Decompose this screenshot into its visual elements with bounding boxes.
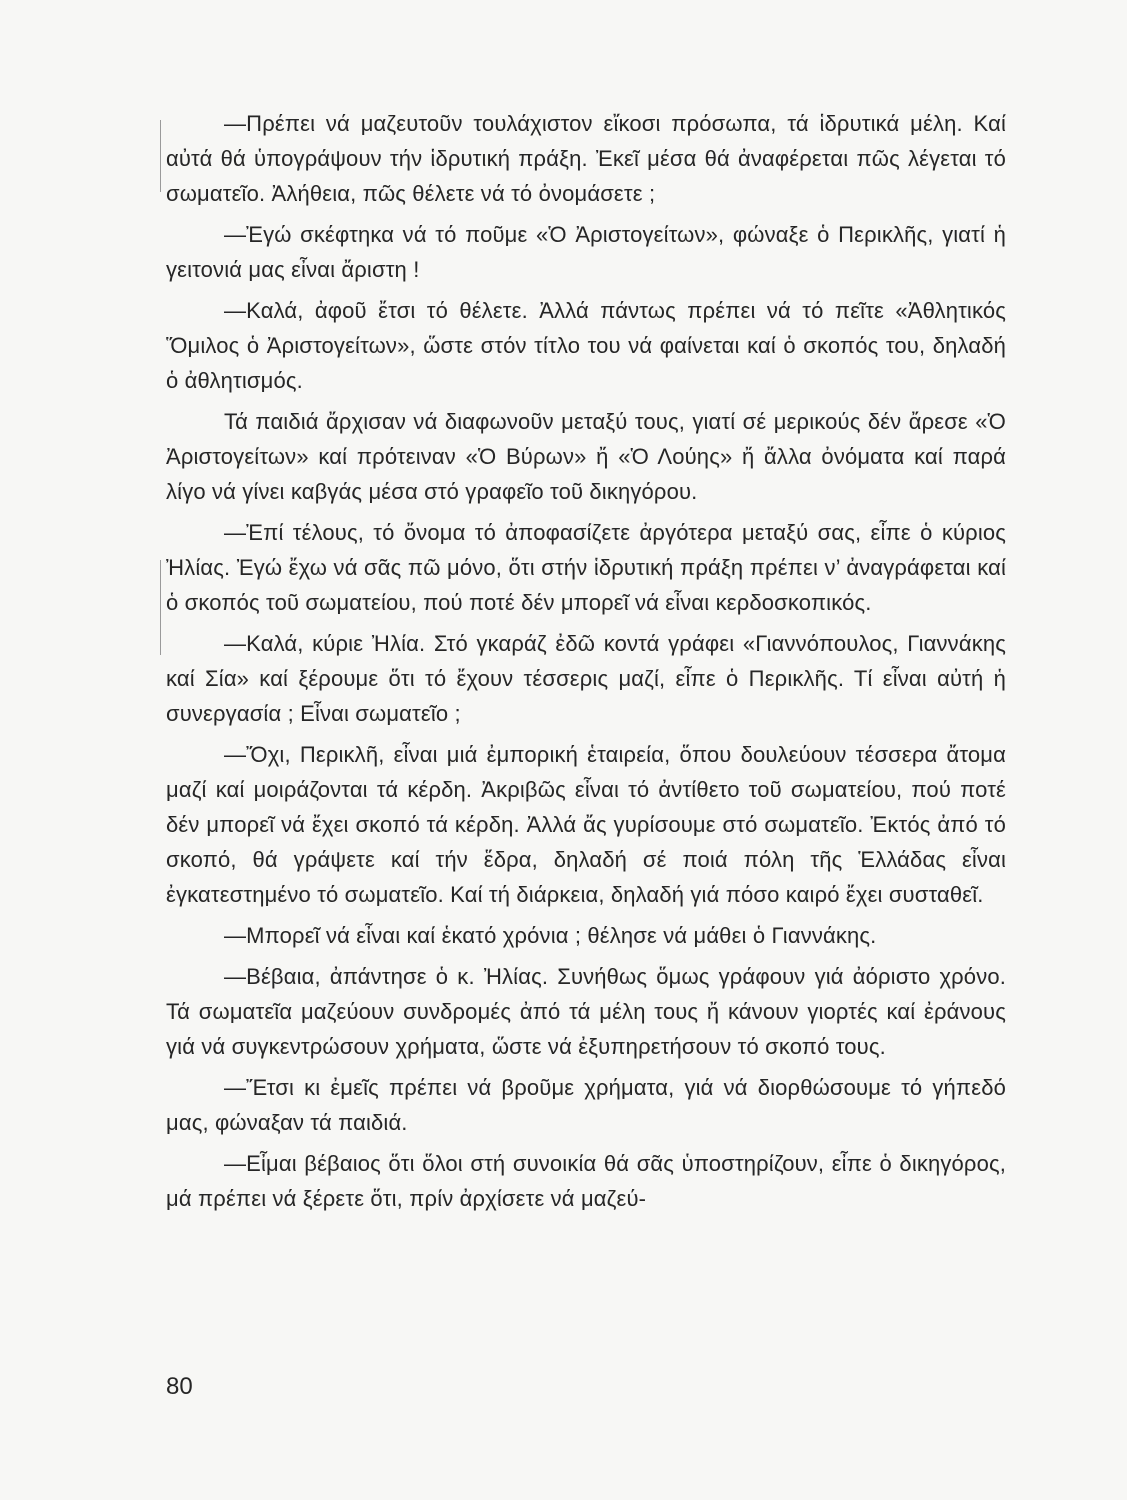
paragraph-9: —Βέβαια, ἀπάντησε ὁ κ. Ἠλίας. Συνήθως ὅμως γράφουν γιά ἀόριστο χρόνο. Τά σωματεῖα μαζεύουν συνδρομές ἀπό τά μέλη τους ἤ κάνουν γιορτές καί ἐράνους γιά νά συγκεντρώσουν χρήματα, ὥστε νά ἐξυπηρετήσουν τό σκοπό τους.: [166, 964, 1006, 1059]
margin-mark-top: [160, 120, 161, 192]
paragraph-5: —Ἐπί τέλους, τό ὄνομα τό ἀποφασίζετε ἀργότερα μεταξύ σας, εἶπε ὁ κύριος Ἠλίας. Ἐγώ ἔχω νά σᾶς πῶ μόνο, ὅτι στήν ἱδρυτική πράξη πρέπει ν’ ἀναγράφεται καί ὁ σκοπός τοῦ σωματείου, πού ποτέ δέν μπορεῖ νά εἶναι κερδοσκοπικός.: [166, 520, 1006, 615]
margin-mark-middle: [160, 560, 161, 655]
paragraph-6: —Καλά, κύριε Ἠλία. Στό γκαράζ ἐδῶ κοντά γράφει «Γιαννόπουλος, Γιαννάκης καί Σία» καί ξέρουμε ὅτι τό ἔχουν τέσσερις μαζί, εἶπε ὁ Περικλῆς. Τί εἶναι αὐτή ἡ συνεργασία ; Εἶναι σωματεῖο ;: [166, 631, 1006, 726]
paragraph-1: —Πρέπει νά μαζευτοῦν τουλάχιστον εἴκοσι πρόσωπα, τά ἱδρυτικά μέλη. Καί αὐτά θά ὑπογράψουν τήν ἱδρυτική πράξη. Ἐκεῖ μέσα θά ἀναφέρεται πῶς λέγεται τό σωματεῖο. Ἀλήθεια, πῶς θέλετε νά τό ὀνομάσετε ;: [166, 111, 1006, 206]
paragraph-2: —Ἐγώ σκέφτηκα νά τό ποῦμε «Ὁ Ἀριστογείτων», φώναξε ὁ Περικλῆς, γιατί ἡ γειτονιά μας εἶναι ἄριστη !: [166, 222, 1006, 282]
paragraph-3: —Καλά, ἀφοῦ ἔτσι τό θέλετε. Ἀλλά πάντως πρέπει νά τό πεῖτε «Ἀθλητικός Ὅμιλος ὁ Ἀριστογείτων», ὥστε στόν τίτλο του νά φαίνεται καί ὁ σκοπός του, δηλαδή ὁ ἀθλητισμός.: [166, 298, 1006, 393]
body-text: [166, 106, 1006, 1222]
paragraph-11: —Εἶμαι βέβαιος ὅτι ὅλοι στή συνοικία θά σᾶς ὑποστηρίζουν, εἶπε ὁ δικηγόρος, μά πρέπει νά ξέρετε ὅτι, πρίν ἀρχίσετε νά μαζεύ-: [166, 1151, 1006, 1211]
paragraph-4: Τά παιδιά ἄρχισαν νά διαφωνοῦν μεταξύ τους, γιατί σέ μερικούς δέν ἄρεσε «Ὁ Ἀριστογείτων» καί πρότειναν «Ὁ Βύρων» ἤ «Ὁ Λούης» ἤ ἄλλα ὀνόματα καί παρά λίγο νά γίνει καβγάς μέσα στό γραφεῖο τοῦ δικηγόρου.: [166, 409, 1006, 504]
paragraph-8: —Μπορεῖ νά εἶναι καί ἑκατό χρόνια ; θέλησε νά μάθει ὁ Γιαννάκης.: [224, 923, 877, 948]
page-number: 80: [166, 1373, 193, 1400]
paragraph-7: —Ὄχι, Περικλῆ, εἶναι μιά ἐμπορική ἑταιρεία, ὅπου δουλεύουν τέσσερα ἄτομα μαζί καί μοιράζονται τά κέρδη. Ἀκριβῶς εἶναι τό ἀντίθετο τοῦ σωματείου, πού ποτέ δέν μπορεῖ νά ἔχει σκοπό τά κέρδη. Ἀλλά ἄς γυρίσουμε στό σωματεῖο. Ἐκτός ἀπό τό σκοπό, θά γράψετε καί τήν ἕδρα, δηλαδή σέ ποιά πόλη τῆς Ἑλλάδας εἶναι ἐγκατεστημένο τό σωματεῖο. Καί τή διάρκεια, δηλαδή γιά πόσο καιρό ἔχει συσταθεῖ.: [166, 742, 1006, 907]
paragraph-10: —Ἔτσι κι ἐμεῖς πρέπει νά βροῦμε χρήματα, γιά νά διορθώσουμε τό γήπεδό μας, φώναξαν τά παιδιά.: [166, 1075, 1006, 1135]
